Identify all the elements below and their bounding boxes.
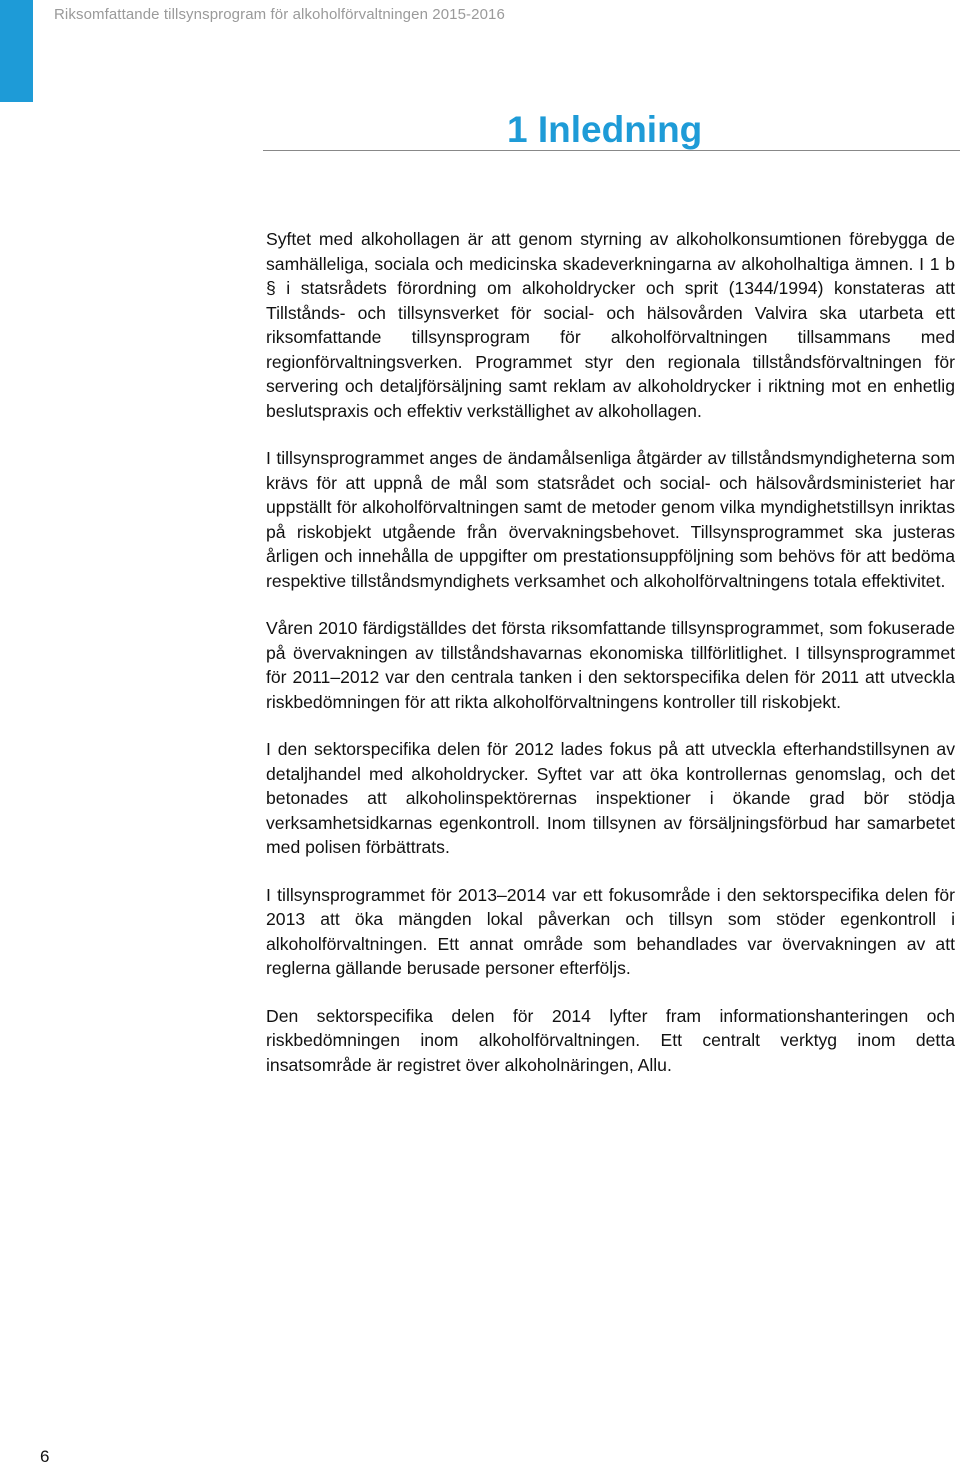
paragraph: I tillsynsprogrammet för 2013–2014 var ett fokusområde i den sektorspecifika delen för 2013 att öka mängden lokal påverkan och tillsyn som stöder egenkontroll i alkoholförvaltningen. Ett annat område som behandlades var övervakningen av att reglerna gällande berusade personer efterföljs. xyxy=(266,884,955,978)
paragraph: I tillsynsprogrammet anges de ändamålsenliga åtgärder av tillståndsmyndigheterna som krävs för att uppnå de mål som statsrådet och social- och hälsovårdsministeriet har uppställt för alkoholförvaltningen samt de metoder genom vilka myndighetstillsyn inriktas på riskobjekt utgående från övervakningsbehovet. Tillsynsprogrammet ska justeras årligen och innehålla de uppgifter om prestationsuppföljning som behövs för att bedöma respektive tillståndsmyndighets verksamhet och alkoholförvaltningens totala effektivitet. xyxy=(266,448,955,591)
paragraph: Våren 2010 färdigställdes det första riksomfattande tillsynsprogrammet, som fokuserade på övervakningen av tillståndshavarnas ekonomiska tillförlitlighet. I tillsynsprogrammet för 2011–2012 var den centrala tanken i den sektorspecifika delen för 2011 att utveckla riskbedömningen för att rikta alkoholförvaltningens kontroller till riskobjekt. xyxy=(266,618,955,712)
chapter-heading-rule xyxy=(263,150,960,151)
page-number: 6 xyxy=(40,1447,50,1466)
paragraph: Den sektorspecifika delen för 2014 lyfter fram informationshanteringen och riskbedömningen inom alkoholförvaltningen. Ett centralt verktyg inom detta insatsområde är registret över alkoholnäringen, Allu. xyxy=(266,1005,955,1075)
body-text xyxy=(266,227,955,1100)
running-header-title: Riksomfattande tillsynsprogram för alkoholförvaltningen 2015-2016 xyxy=(54,6,505,23)
chapter-heading: 1 Inledning xyxy=(507,109,703,150)
page-header xyxy=(0,0,960,40)
paragraph: I den sektorspecifika delen för 2012 lades fokus på att utveckla efterhandstillsynen av detaljhandel med alkoholdrycker. Syftet var att öka kontrollernas genomslag, och det betonades att alkoholinspektörernas inspektioner i ökande grad bör stödja verksamhetsidkarnas egenkontroll. Inom tillsynen av försäljningsförbud har samarbetet med polisen förbättrats. xyxy=(266,739,955,857)
paragraph: Syftet med alkohollagen är att genom styrning av alkoholkonsumtionen förebygga de samhälleliga, sociala och medicinska skadeverkningarna av alkoholhaltiga ämnen. I 1 b § i statsrådets förordning om alkoholdrycker och sprit (1344/1994) konstateras att Tillstånds- och tillsynsverket för social- och hälsovården Valvira ska utarbeta ett riksomfattande tillsynsprogram för alkoholförvaltningen tillsammans med regionförvaltningsverken. Programmet styr den regionala tillståndsförvaltningen för servering och detaljförsäljning samt reklam av alkoholdrycker i riktning mot en enhetlig beslutspraxis och effektiv verkställighet av alkohollagen. xyxy=(266,229,955,421)
accent-bar xyxy=(0,0,33,102)
